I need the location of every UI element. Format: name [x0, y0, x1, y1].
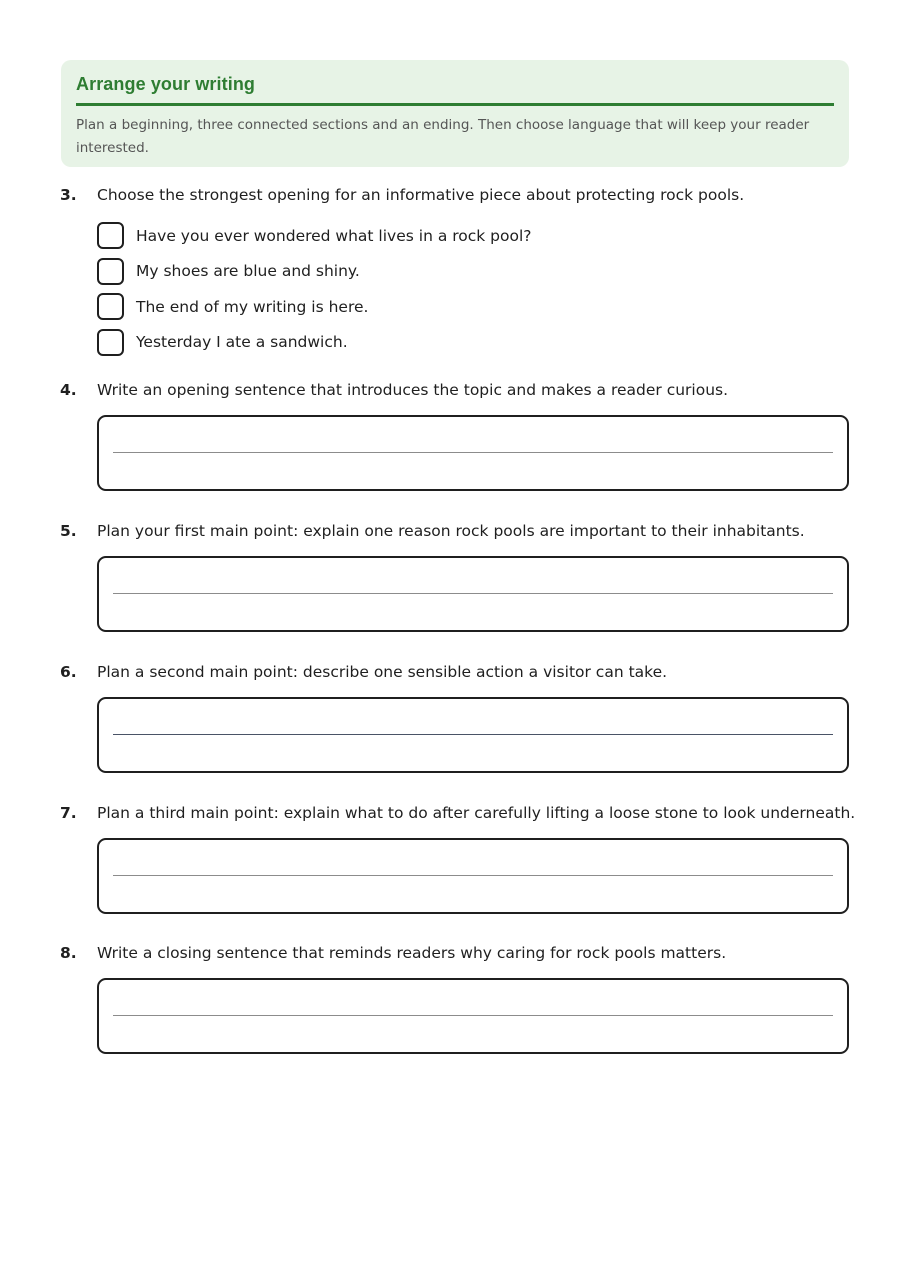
question-prompt — [60, 520, 860, 542]
option-label: My shoes are blue and shiny. — [136, 262, 360, 281]
option-3[interactable] — [97, 289, 860, 325]
question-number: 7. — [60, 804, 77, 822]
question-3 — [60, 184, 860, 360]
option-2[interactable] — [97, 254, 860, 290]
question-8 — [60, 942, 860, 1054]
option-label: Yesterday I ate a sandwich. — [136, 333, 348, 352]
question-prompt — [60, 942, 860, 964]
banner-divider — [76, 103, 834, 106]
option-label: Have you ever wondered what lives in a rock pool? — [136, 226, 532, 245]
writing-line — [113, 593, 833, 594]
checkbox[interactable] — [97, 222, 124, 249]
question-number: 6. — [60, 663, 77, 681]
question-number: 4. — [60, 381, 77, 399]
question-7 — [60, 802, 860, 914]
question-text: Choose the strongest opening for an informative piece about protecting rock pools. — [97, 186, 745, 204]
section-banner — [61, 60, 849, 167]
option-list — [97, 218, 860, 360]
answer-box[interactable] — [97, 838, 849, 914]
option-4[interactable] — [97, 325, 860, 361]
question-prompt — [60, 379, 860, 401]
writing-line — [113, 734, 833, 735]
question-6 — [60, 661, 860, 773]
question-text: Plan a third main point: explain what to do after carefully lifting a loose stone to look underneath. — [97, 804, 856, 822]
checkbox[interactable] — [97, 258, 124, 285]
question-prompt — [60, 184, 860, 206]
question-number: 5. — [60, 522, 77, 540]
question-number: 3. — [60, 186, 77, 204]
question-text: Write a closing sentence that reminds readers why caring for rock pools matters. — [97, 944, 727, 962]
answer-box[interactable] — [97, 978, 849, 1054]
question-prompt — [60, 661, 860, 683]
answer-box[interactable] — [97, 556, 849, 632]
answer-box[interactable] — [97, 415, 849, 491]
question-5 — [60, 520, 860, 632]
answer-box[interactable] — [97, 697, 849, 773]
writing-line — [113, 1015, 833, 1016]
question-prompt — [60, 802, 860, 824]
banner-instructions: Plan a beginning, three connected sections and an ending. Then choose language that will keep your reader interested. — [76, 117, 810, 156]
option-1[interactable] — [97, 218, 860, 254]
banner-title: Arrange your writing — [76, 74, 256, 94]
question-text: Write an opening sentence that introduces the topic and makes a reader curious. — [97, 381, 729, 399]
question-4 — [60, 379, 860, 491]
option-label: The end of my writing is here. — [136, 297, 369, 316]
writing-line — [113, 452, 833, 453]
checkbox[interactable] — [97, 329, 124, 356]
question-number: 8. — [60, 944, 77, 962]
question-text: Plan your first main point: explain one reason rock pools are important to their inhabitants. — [97, 522, 805, 540]
question-text: Plan a second main point: describe one sensible action a visitor can take. — [97, 663, 668, 681]
checkbox[interactable] — [97, 293, 124, 320]
writing-line — [113, 875, 833, 876]
